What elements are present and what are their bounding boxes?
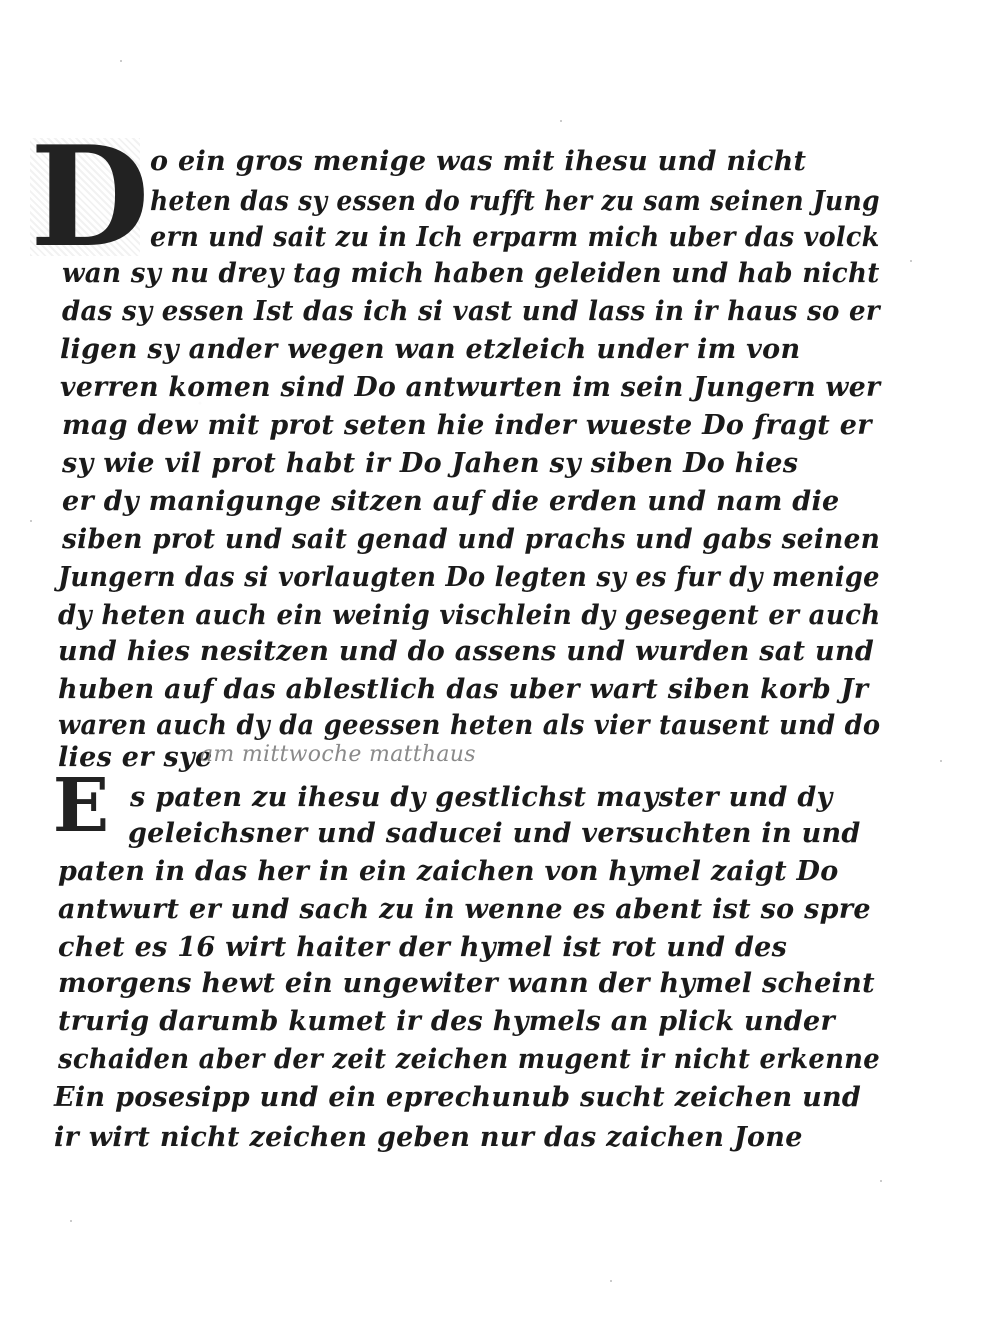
text-line: er dy manigunge sitzen auf die erden und nam die <box>62 486 840 517</box>
text-line: paten in das her in ein zaichen von hymel zaigt Do <box>58 856 839 887</box>
text-line: chet es 16 wirt haiter der hymel ist rot und des <box>58 932 788 963</box>
text-line: Jungern das si vorlaugten Do legten sy es fur dy menige <box>58 562 880 593</box>
text-line: o ein gros menige was mit ihesu und nicht <box>150 146 807 177</box>
paper-speck <box>70 1220 72 1222</box>
text-line: siben prot und sait genad und prachs und gabs seinen <box>62 524 881 555</box>
text-line: Ein posesipp und ein eprechunub sucht zeichen und <box>54 1082 862 1113</box>
text-line: ligen sy ander wegen wan etzleich under im von <box>60 334 801 365</box>
text-line: ir wirt nicht zeichen geben nur das zaichen Jone <box>54 1122 803 1153</box>
text-line: sy wie vil prot habt ir Do Jahen sy siben Do hies <box>62 448 799 479</box>
text-line: trurig darumb kumet ir des hymels an plick under <box>58 1006 835 1037</box>
text-line: heten das sy essen do rufft her zu sam seinen Jung <box>150 186 880 217</box>
paper-speck <box>30 520 32 522</box>
text-line: morgens hewt ein ungewiter wann der hymel scheint <box>58 968 875 999</box>
text-line: und hies nesitzen und do assens und wurden sat und <box>58 636 875 667</box>
text-line: waren auch dy da geessen heten als vier tausent und do <box>58 710 881 741</box>
paper-speck <box>610 1280 612 1282</box>
text-line: antwurt er und sach zu in wenne es abent ist so spre <box>58 894 871 925</box>
text-line: schaiden aber der zeit zeichen mugent ir nicht erkenne <box>58 1044 881 1075</box>
paper-speck <box>880 1180 882 1182</box>
text-line: dy heten auch ein weinig vischlein dy gesegent er auch <box>58 600 881 631</box>
text-line: geleichsner und saducei und versuchten in und <box>128 818 861 849</box>
text-line: verren komen sind Do antwurten im sein Jungern wer <box>60 372 881 403</box>
paper-speck <box>560 120 562 122</box>
text-line: lies er sye <box>58 742 213 773</box>
paper-speck <box>940 760 942 762</box>
text-line: huben auf das ablestlich das uber wart siben korb Jr <box>58 674 869 705</box>
decorated-initial-e: E <box>52 763 110 849</box>
text-line: das sy essen Ist das ich si vast und lass in ir haus so er <box>62 296 880 327</box>
decorated-initial-d: D <box>30 115 150 278</box>
text-line: s paten zu ihesu dy gestlichst mayster und dy <box>130 782 833 813</box>
text-line: mag dew mit prot seten hie inder wueste Do fragt er <box>62 410 872 441</box>
paper-speck <box>120 60 122 62</box>
text-line: ern und sait zu in Ich erparm mich uber das volck <box>150 222 880 253</box>
rubric-note: am mittwoche matthaus <box>200 742 476 767</box>
paper-speck <box>910 260 912 262</box>
text-line: wan sy nu drey tag mich haben geleiden und hab nicht <box>62 258 880 289</box>
